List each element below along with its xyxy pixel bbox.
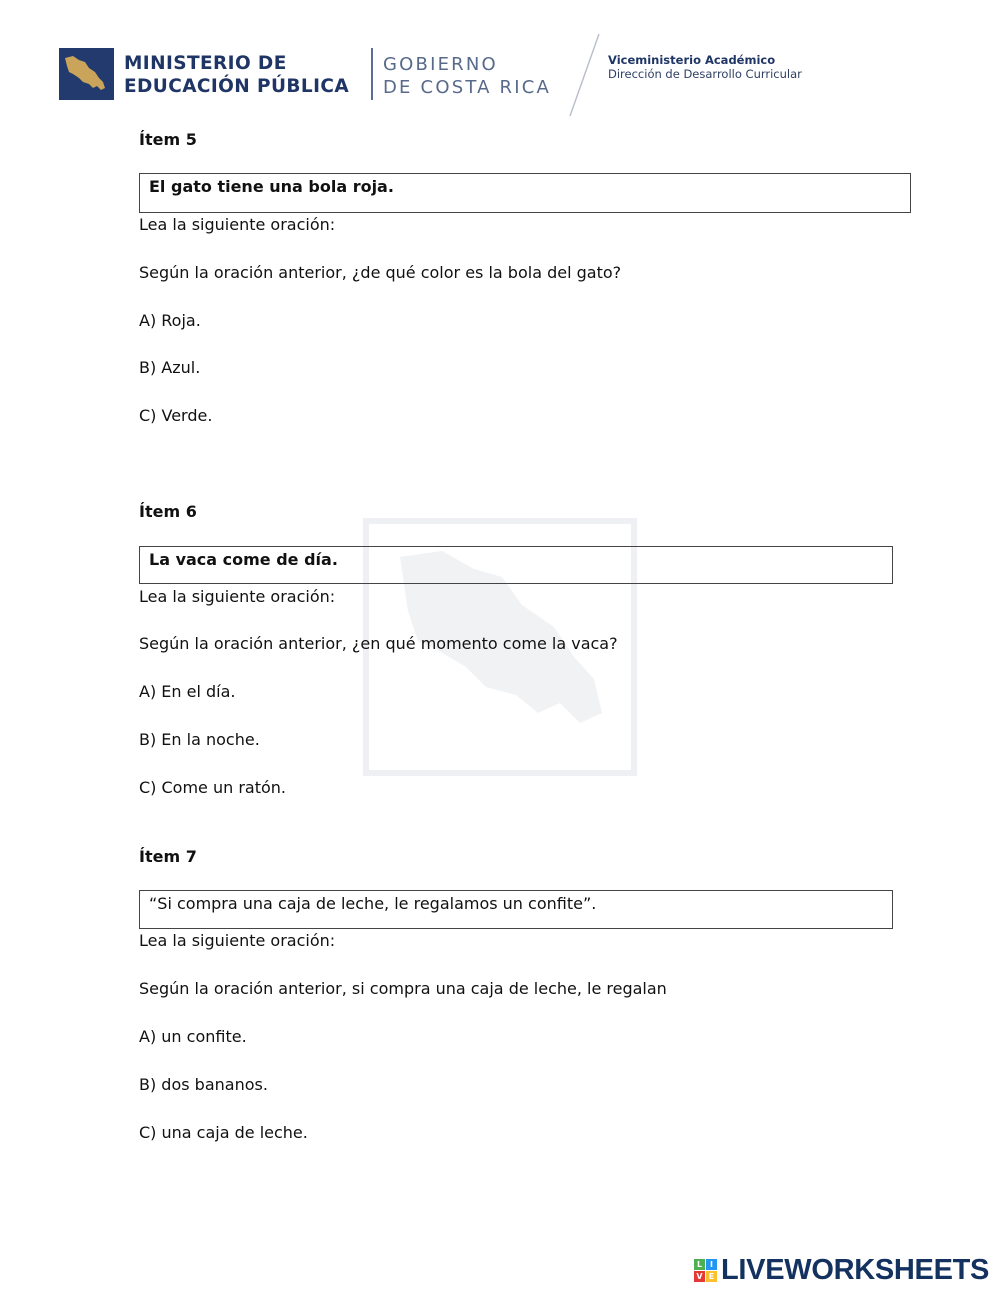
- item-5-instruction: Lea la siguiente oración:: [139, 215, 336, 234]
- item-6-option-a[interactable]: A) En el día.: [139, 682, 236, 701]
- gov-line-2: DE COSTA RICA: [383, 77, 552, 98]
- icon-letter-v: V: [694, 1271, 705, 1282]
- item-5-option-b[interactable]: B) Azul.: [139, 358, 201, 377]
- vice-ministry-subtitle: Dirección de Desarrollo Curricular: [608, 67, 802, 81]
- item-5-sentence-box: [139, 173, 911, 213]
- ministry-line-2: EDUCACIÓN PÚBLICA: [124, 76, 350, 97]
- item-6-option-b[interactable]: B) En la noche.: [139, 730, 260, 749]
- ministry-line-1: MINISTERIO DE: [124, 53, 287, 74]
- item-6-title: Ítem 6: [139, 502, 197, 521]
- icon-letter-l: L: [694, 1259, 705, 1270]
- item-6-question: Según la oración anterior, ¿en qué momento come la vaca?: [139, 634, 618, 653]
- icon-letter-e: E: [706, 1271, 717, 1282]
- item-5-option-c[interactable]: C) Verde.: [139, 406, 213, 425]
- item-5-option-a[interactable]: A) Roja.: [139, 311, 201, 330]
- ministry-name: [124, 52, 349, 98]
- item-7-sentence: “Si compra una caja de leche, le regalamos un confite”.: [149, 894, 597, 913]
- item-7-instruction: Lea la siguiente oración:: [139, 931, 336, 950]
- icon-letter-i: I: [706, 1259, 717, 1270]
- item-5-question: Según la oración anterior, ¿de qué color es la bola del gato?: [139, 263, 622, 282]
- government-name: [383, 53, 551, 99]
- item-6-instruction: Lea la siguiente oración:: [139, 587, 336, 606]
- item-7-option-b[interactable]: B) dos bananos.: [139, 1075, 268, 1094]
- item-7-title: Ítem 7: [139, 847, 197, 866]
- liveworksheets-brand: LIVEWORKSHEETS: [721, 1254, 990, 1286]
- liveworksheets-logo[interactable]: [694, 1254, 989, 1287]
- item-7-sentence-box: [139, 890, 893, 929]
- item-5-title: Ítem 5: [139, 130, 197, 149]
- item-7-option-c[interactable]: C) una caja de leche.: [139, 1123, 308, 1142]
- header-separator: [371, 48, 373, 100]
- ministry-logo: [59, 48, 114, 100]
- item-6-sentence-box: [139, 546, 893, 584]
- item-7-option-a[interactable]: A) un confite.: [139, 1027, 247, 1046]
- header-slash-divider: [568, 34, 602, 118]
- vice-ministry-title: Viceministerio Académico: [608, 53, 776, 67]
- item-6-sentence: La vaca come de día.: [149, 550, 338, 569]
- gov-line-1: GOBIERNO: [383, 54, 498, 75]
- liveworksheets-icon: [694, 1259, 717, 1282]
- item-5-sentence: El gato tiene una bola roja.: [149, 177, 394, 196]
- item-7-question: Según la oración anterior, si compra una caja de leche, le regalan: [139, 979, 667, 998]
- item-6-option-c[interactable]: C) Come un ratón.: [139, 778, 287, 797]
- costa-rica-map-icon: [59, 48, 114, 100]
